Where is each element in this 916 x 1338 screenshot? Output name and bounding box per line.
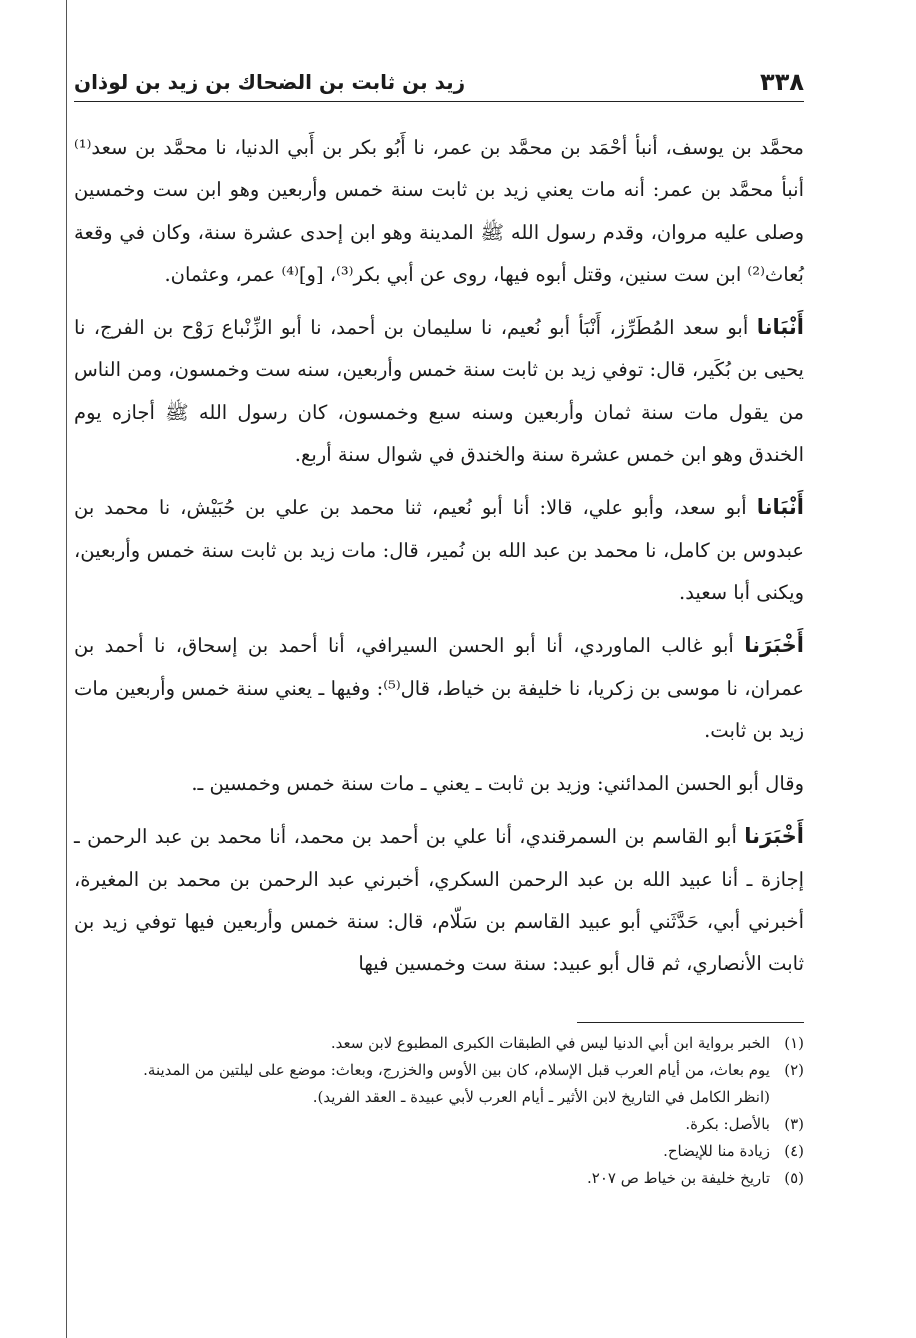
paragraph-text: أبو غالب الماوردي، أنا أبو الحسن السيرافي، أنا أحمد بن إسحاق، نا أحمد بن عمران، نا موسى بن زكريا، نا خليفة بن خياط، قال⁽⁵⁾: وفيها ـ يعني سنة خمس وأربعين مات زيد بن ثابت. (74, 634, 804, 742)
footnote-number: (٢) (784, 1061, 804, 1079)
footnote-text: الخبر برواية ابن أبي الدنيا ليس في الطبقات الكبرى المطبوع لابن سعد. (330, 1034, 770, 1052)
footnote-text: يوم بعاث، من أيام العرب قبل الإسلام، كان بين الأوس والخزرج، وبعاث: موضع على ليلتين من المدينة. (143, 1061, 770, 1079)
footnote-number: (٣) (784, 1115, 804, 1133)
footnote (74, 1138, 804, 1165)
page-number: ٣٣٨ (760, 68, 804, 96)
paragraph-text: أبو سعد المُطَرِّز، أَنْبَأ أبو نُعيم، نا سليمان بن أحمد، نا أبو الزِّنْباع رَوْح بن الفرج، نا يحيى بن بُكَير، قال: توفي زيد بن ثابت سنة خمس وأربعين، سنه ست وخمسون، ومن الناس من يقول مات سنة ثمان وأربعين وسنه سبع وخمسون، كان رسول الله ﷺ أجازه يوم الخندق وهو ابن خمس عشرة سنة والخندق في شوال سنة أربع. (74, 316, 804, 467)
footnote (74, 1111, 804, 1138)
footnote-number: (٤) (784, 1142, 804, 1160)
paragraph (74, 306, 804, 476)
page-header (74, 60, 804, 100)
paragraph-lead: أَخْبَرَنا (744, 824, 804, 849)
footnote-text: زيادة منا للإيضاح. (663, 1142, 770, 1160)
footnotes (74, 1030, 804, 1192)
paragraph-text: أبو القاسم بن السمرقندي، أنا علي بن أحمد بن محمد، أنا محمد بن عبد الرحمن ـ إجازة ـ أنا عبيد الله بن عبد الرحمن السكري، أخبرني عبد الرحمن بن محمد بن المغيرة، أخبرني أبي، حَدَّثَني أبو عبيد القاسم بن سَلّام، قال: سنة خمس وأربعين فيها توفي زيد بن ثابت الأنصاري، ثم قال أبو عبيد: سنة ست وخمسين فيها (74, 825, 804, 976)
paragraph (74, 486, 804, 614)
footnote (74, 1030, 804, 1057)
paragraph (74, 126, 804, 296)
main-text (74, 126, 804, 986)
paragraph-text: أبو سعد، وأبو علي، قالا: أنا أبو نُعيم، ثنا محمد بن علي بن حُبَيْش، نا محمد بن عبدوس بن كامل، نا محمد بن عبد الله بن نُمير، قال: مات زيد بن ثابت سنة خمس وأربعين، ويكنى أبا سعيد. (74, 496, 804, 604)
paragraph-text: محمَّد بن يوسف، أنبأ أحْمَد بن محمَّد بن عمر، نا أَبُو بكر بن أَبي الدنيا، نا محمَّد بن سعد⁽¹⁾ أنبأ محمَّد بن عمر: أنه مات يعني زيد بن ثابت سنة خمس وأربعين وهو ابن ست وخمسين وصلى عليه مروان، وقدم رسول الله ﷺ المدينة وهو ابن إحدى عشرة سنة، وكان في وقعة بُعاث⁽²⁾ ابن ست سنين، وقتل أبوه فيها، روى عن أبي بكر⁽³⁾، [و]⁽⁴⁾ عمر، وعثمان. (74, 136, 804, 286)
paragraph-lead: أَخْبَرَنا (744, 633, 804, 658)
footnote-number: (٥) (784, 1169, 804, 1187)
paragraph-lead: أَنْبَانا (756, 495, 804, 520)
paragraph (74, 624, 804, 752)
paragraph (74, 815, 804, 985)
footnote-text: (انظر الكامل في التاريخ لابن الأثير ـ أيام العرب لأبي عبيدة ـ العقد الفريد). (312, 1088, 770, 1106)
paragraph-lead: أَنْبَانا (756, 315, 804, 340)
running-title: زيد بن ثابت بن الضحاك بن زيد بن لوذان (74, 70, 466, 94)
footnote-text: تاريخ خليفة بن خياط ص ٢٠٧. (586, 1169, 770, 1187)
binding-line (66, 0, 67, 1338)
footnote (74, 1057, 804, 1084)
paragraph-text: وقال أبو الحسن المدائني: وزيد بن ثابت ـ يعني ـ مات سنة خمس وخمسين ـ. (191, 772, 804, 796)
header-rule (74, 101, 804, 102)
footnote-number: (١) (784, 1034, 804, 1052)
footnote-rule (577, 1022, 804, 1023)
paragraph (74, 762, 804, 805)
footnote-continuation (74, 1084, 804, 1111)
footnote (74, 1165, 804, 1192)
footnote-text: بالأصل: بكرة. (685, 1115, 770, 1133)
